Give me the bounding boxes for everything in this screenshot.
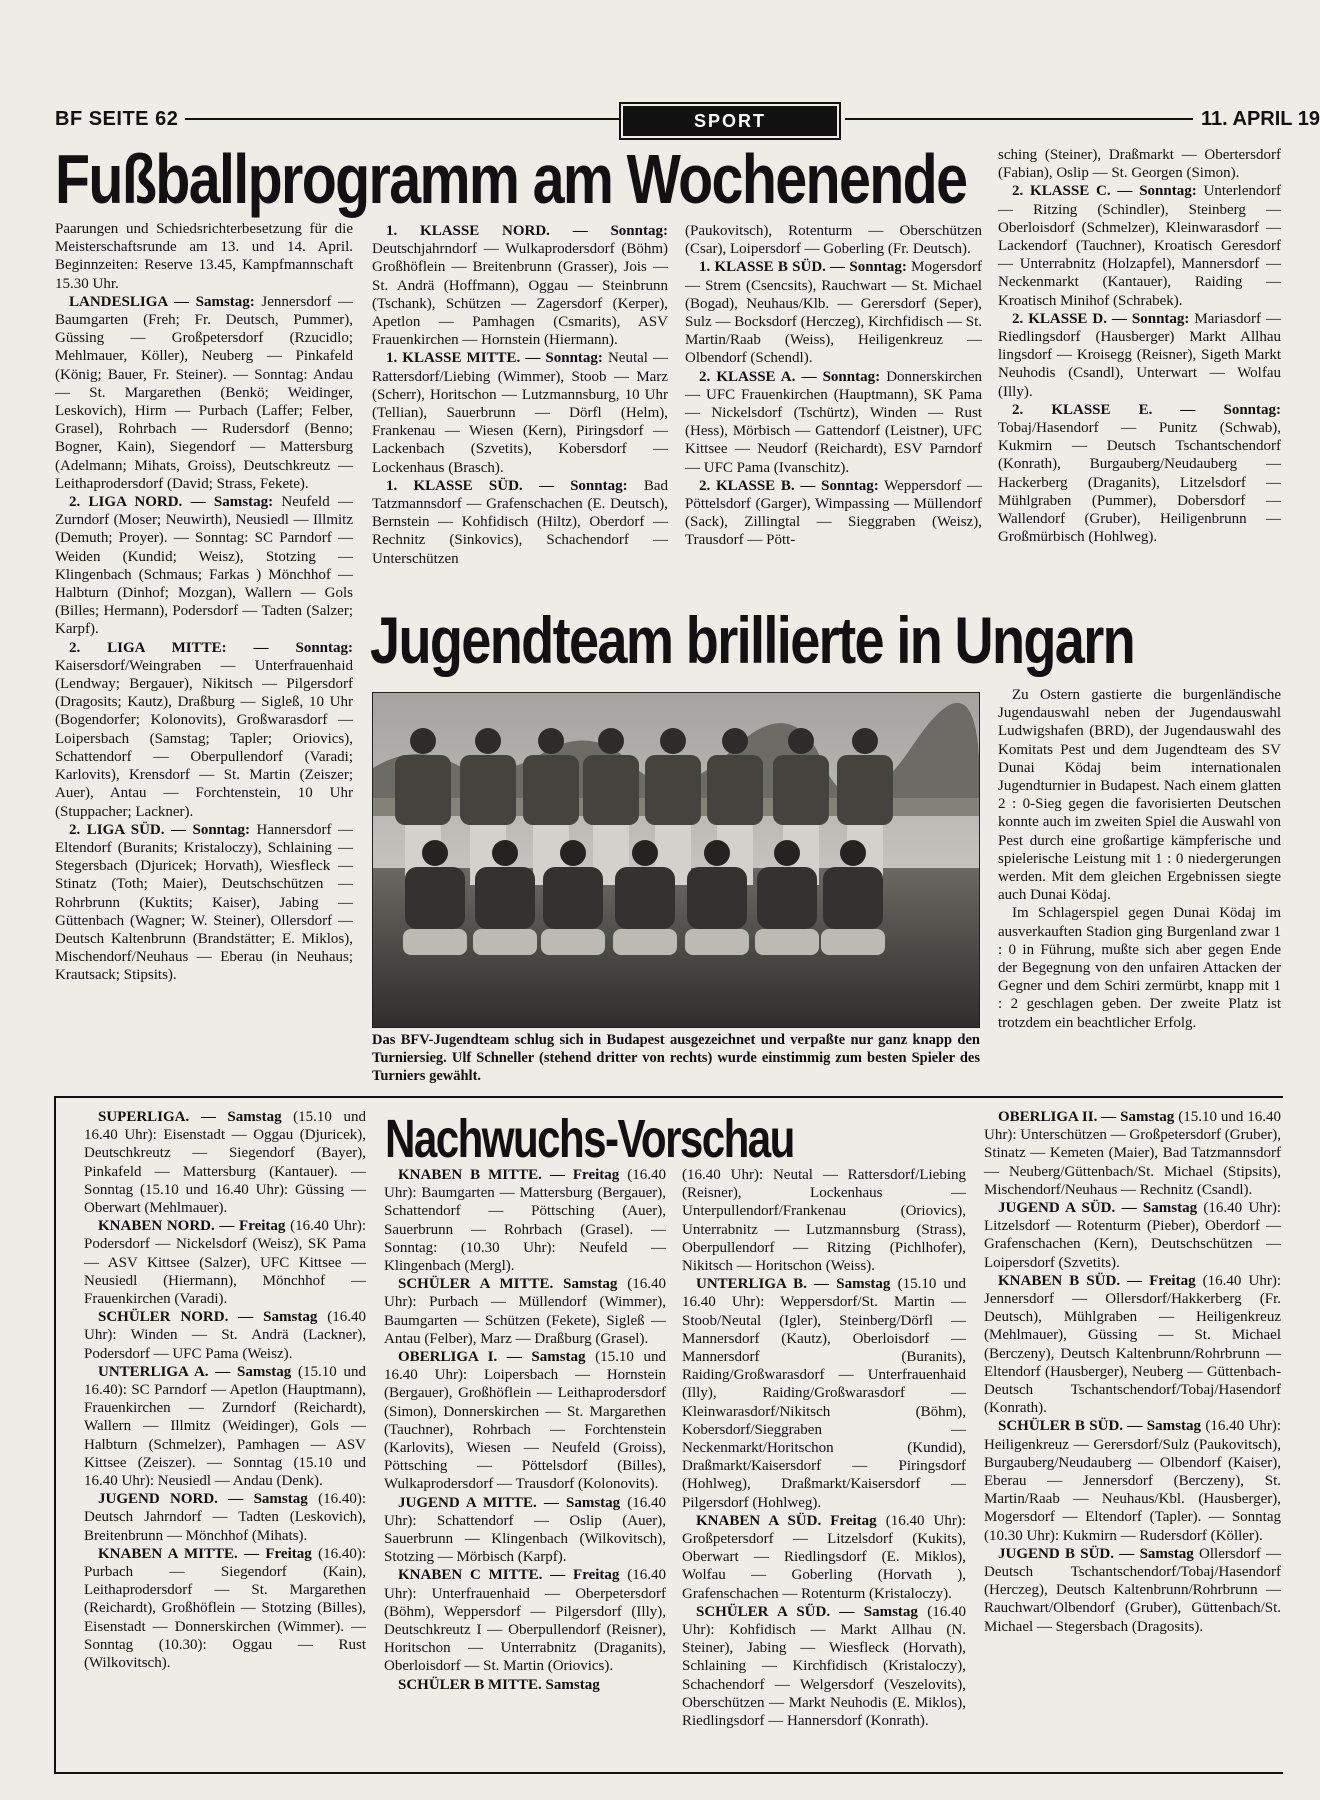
- player-silhouette: [704, 840, 730, 866]
- paragraph-text: (15.10 und 16.40 Uhr): Unterschützen — Großpetersdorf (Gruber), Stinatz — Kemeten (Maier), Bad Tatzmannsdorf — Neuberg/Güttenbach/St. Michael (Stipsits), Mischendorf/Neuhaus — Rechnitz (Csandl).: [984, 1109, 1281, 1198]
- paragraph: [685, 368, 982, 477]
- league-heading: JUGEND B SÜD. — Samstag: [998, 1545, 1194, 1562]
- paragraph: [984, 1199, 1281, 1272]
- paragraph: [682, 1166, 966, 1275]
- player-silhouette: [788, 728, 814, 754]
- player-silhouette: [757, 867, 817, 929]
- nachwuchs-column-1: [84, 1108, 366, 1764]
- player-silhouette: [613, 929, 677, 955]
- paragraph-text: Unterlendorf — Ritzing (Schindler), Steinberg — Oberloisdorf (Schmelzer), Kleinwarasdorf — Lackendorf (Tauchner), Kroatisch Geresdorf — Unterrabnitz (Holzapfel), Mannersdorf — Neckenmarkt (Kantauer), Raiding — Kroatisch Minihof (Schrabek).: [998, 183, 1281, 309]
- team-photo-graphic: [373, 693, 979, 1027]
- paragraph-text: (16.40): Deutsch Jahrndorf — Tadten (Leskovich), Breitenbrunn — Mönchhof (Mihats).: [84, 1491, 366, 1544]
- league-heading: 2. LIGA SÜD. — Sonntag:: [69, 821, 251, 838]
- player-silhouette: [837, 755, 893, 825]
- player-silhouette: [475, 728, 501, 754]
- fussball-column-1: [55, 220, 353, 1090]
- paragraph: [998, 146, 1281, 182]
- paragraph-text: (16.40 Uhr): Heiligenkreuz — Gerersdorf/Sulz (Paukovitsch), Burgauberg/Neudauberg — Olbendorf (Kaiser), Eberau — Jennersdorf (Berczeny), St. Martin/Raab — Neuhaus/Kbl. (Hausberger), Mogersdorf — Eltendorf (Tapler). — Sonntag (10.30 Uhr): Kukmirn — Rudersdorf (Köller).: [984, 1418, 1281, 1544]
- paragraph: [84, 1108, 366, 1217]
- league-heading: KNABEN NORD. — Freitag: [98, 1218, 286, 1235]
- paragraph: [384, 1494, 666, 1567]
- player-silhouette: [852, 728, 878, 754]
- player-silhouette: [707, 755, 763, 825]
- paragraph-text: (16.40 Uhr): Winden — St. Andrä (Lackner), Podersdorf — UFC Pama (Weisz).: [84, 1309, 366, 1362]
- player-silhouette: [821, 929, 885, 955]
- headline-fussballprogramm: Fußballprogramm am Wochenende: [55, 140, 967, 218]
- paragraph-text: Bad Tatzmannsdorf — Grafenschachen (E. Deutsch), Bernstein — Kohfidisch (Hiltz), Oberdorf — Rechnitz (Sinkovics), Schachendorf — Unterschützen: [372, 477, 668, 567]
- player-silhouette: [538, 728, 564, 754]
- league-heading: 1. KLASSE NORD. — Sonntag:: [386, 223, 668, 239]
- page-number: BF SEITE 62: [55, 108, 179, 130]
- paragraph: [984, 1417, 1281, 1544]
- header-rule-right: [845, 118, 1193, 120]
- paragraph: [984, 1545, 1281, 1636]
- section-label: SPORT: [623, 106, 837, 136]
- paragraph-text: (16.40 Uhr): Podersdorf — Nickelsdorf (Weisz), SK Pama — ASV Kittsee (Salzer), UFC Kittsee — Neusiedl (Hiermann), Mönchhof — Frauenkirchen (Varadi).: [84, 1218, 366, 1308]
- photo-caption: Das BFV-Jugendteam schlug sich in Budapest ausgezeichnet und verpaßte nur ganz knapp den Turniersieg. Ulf Schneller (stehend dritter von rechts) wurde einstimmig zum besten Spieler des Turniers gewählt.: [372, 1032, 980, 1084]
- paragraph: [984, 1108, 1281, 1199]
- player-silhouette: [685, 929, 749, 955]
- paragraph-text: Paarungen und Schiedsrichterbesetzung für die Meisterschaftsrunde am 13. und 14. April. Beginnzeiten: Reserve 13.45, Kampfmannschaft 15.30 Uhr.: [55, 221, 353, 292]
- paragraph: [372, 222, 668, 349]
- player-silhouette: [615, 867, 675, 929]
- league-heading: 1. KLASSE B SÜD. — Sonntag:: [699, 259, 907, 276]
- paragraph: [998, 401, 1281, 547]
- paragraph: [55, 821, 353, 985]
- paragraph-text: Weppersdorf — Pöttelsdorf (Garger), Wimpassing — Müllendorf (Sack), Zillingtal — Sieggraben (Weisz), Trausdorf — Pött-: [685, 477, 982, 549]
- paragraph: [682, 1275, 966, 1512]
- paragraph-text: (16.40): Purbach — Siegendorf (Kain), Leithaprodersdorf — St. Margarethen (Reichardt), Großhöflein — Stotzing (Billes), Eisenstadt — Donnerskirchen (Wimmer). — Sonntag (10.30): Oggau — Rust (Wilkovitsch).: [84, 1545, 366, 1672]
- paragraph: [84, 1545, 366, 1672]
- paragraph: [384, 1166, 666, 1275]
- paragraph-text: Deutschjahrndorf — Wulkaprodersdorf (Böhm) Großhöflein — Breitenbrunn (Grasser), Jois — St. Andrä (Hoffmann), Oggau — Steinbrunn (Tschank), Schützen — Zagersdorf (Kerper), Apetlon — Pamhagen (Csmarits), ASV Frauenkirchen — Hornstein (Hiermann).: [372, 241, 668, 349]
- paragraph-text: Neutal — Rattersdorf/Liebing (Wimmer), Stoob — Marz (Scherr), Horitschon — Lutzmannsburg, 10 Uhr (Tellian), Sauerbrunn — Dörfl (Helm), Frankenau — Wiesen (Kern), Piringsdorf — Lackenbach (Szvetits), Kobersdorf — Lockenhaus (Brasch).: [372, 350, 668, 476]
- league-heading: 2. KLASSE B. — Sonntag:: [699, 477, 879, 494]
- paragraph-text: (15.10 und 16.40 Uhr): Loipersbach — Hornstein (Bergauer), Großhöflein — Leithaprodersdorf (Simon), Donnerskirchen — St. Margarethen (Tauchner), Rohrbach — Forchtenstein (Karlovits), Wiesen — Neufeld (Groiss), Pöttsching — Pöttelsdorf (Billes), Wulkaprodersdorf — Trausdorf (Kolonovits).: [384, 1349, 666, 1493]
- league-heading: KNABEN A SÜD. Freitag: [696, 1512, 877, 1529]
- player-silhouette: [492, 840, 518, 866]
- nachwuchs-column-2: [384, 1166, 666, 1764]
- league-heading: 1. KLASSE SÜD. — Sonntag:: [386, 477, 628, 494]
- player-silhouette: [583, 755, 639, 825]
- paragraph-text: (16.40 Uhr): Jennersdorf — Ollersdorf/Hakkerberg (Fr. Deutsch), Mühlgraben — Heiligenkreuz (Mehlmauer), Güssing — St. Michael (Berczeny), Deutsch Kaltenbrunn/Rohrbrunn — Eltendorf (Hausberger), Neuberg — Güttenbach-Deutsch Tschantschendorf/Tobaj/Hasendorf (Konrath).: [984, 1272, 1281, 1417]
- league-heading: KNABEN C MITTE. — Freitag: [398, 1567, 620, 1584]
- league-heading: JUGEND A MITTE. — Samstag: [398, 1494, 621, 1511]
- league-heading: JUGEND NORD. — Samstag: [98, 1491, 308, 1508]
- jugendteam-article: [998, 686, 1281, 1090]
- paragraph-text: Tobaj/Hasendorf — Punitz (Schwab), Kukmirn — Deutsch Tschantschendorf (Konrath), Burgauberg/Neudauberg — Hackerberg (Draganits), Litzelsdorf — Mühlgraben (Pummer), Dobersdorf — Wallendorf (Gruber), Heiligenbrunn — Großmürbisch (Hohlweg).: [998, 420, 1281, 546]
- league-heading: 1. KLASSE MITTE. — Sonntag:: [386, 350, 603, 367]
- paragraph-text: (16.40 Uhr): Neutal — Rattersdorf/Liebing (Reisner), Lockenhaus — Unterpullendorf/Frankenau (Oriovics), Unterrabnitz — Lutzmannsburg (Strass), Oberpullendorf — Ritzing (Pichlhofer), Nikitsch — Horitschon (Weiss).: [682, 1167, 966, 1275]
- player-silhouette: [823, 867, 883, 929]
- player-silhouette: [403, 929, 467, 955]
- paragraph-text: Mariasdorf — Riedlingsdorf (Hausberger) Markt Allhau lingsdorf — Kroisegg (Reisner), Sigeth Markt Neuhodis (Csandl), Unterwart — Wolfau (Illy).: [998, 310, 1281, 400]
- league-heading: SUPERLIGA. — Samstag: [98, 1109, 282, 1125]
- league-heading: SCHÜLER A MITTE. Samstag: [398, 1276, 618, 1293]
- player-silhouette: [475, 867, 535, 929]
- player-silhouette: [541, 929, 605, 955]
- paragraph: [372, 477, 668, 568]
- paragraph: [55, 493, 353, 639]
- paragraph-text: (16.40 Uhr): Litzelsdorf — Rotenturm (Pieber), Oberdorf — Grafenschachen (Kern), Deutschschützen — Loipersdorf (Szvetits).: [984, 1200, 1281, 1271]
- league-heading: SCHÜLER B MITTE. Samstag: [398, 1676, 600, 1693]
- paragraph: Im Schlagerspiel gegen Dunai Ködaj im ausverkauften Stadion ging Burgenland zwar 1 : 0 in Führung, mußte sich aber gegen Ende der Begegnung von den unfairen Attacken der Gegner und dem Schiri zermürbt, knapp mit 1 : 2 geschlagen geben. Der zweite Platz ist trotzdem ein beachtlicher Erfolg.: [998, 905, 1281, 1031]
- paragraph: [685, 222, 982, 258]
- league-heading: OBERLIGA I. — Samstag: [398, 1349, 586, 1366]
- paragraph-text: (15.10 und 16.40 Uhr): Eisenstadt — Oggau (Djuricek), Deutschkreutz — Siegendorf (Bayer), Pinkafeld — Mattersburg (Kantauer). — Sonntag (15.10 und 16.40 Uhr): Güssing — Oberwart (Mehlmauer).: [84, 1109, 366, 1217]
- player-silhouette: [773, 755, 829, 825]
- league-heading: LANDESLIGA — Samstag:: [69, 293, 255, 310]
- league-heading: UNTERLIGA B. — Samstag: [696, 1276, 891, 1293]
- player-silhouette: [755, 929, 819, 955]
- headline-nachwuchs: Nachwuchs-Vorschau: [385, 1109, 794, 1169]
- paragraph: [384, 1348, 666, 1494]
- paragraph: [984, 1272, 1281, 1418]
- player-silhouette: [774, 840, 800, 866]
- paragraph: [998, 310, 1281, 401]
- league-heading: KNABEN B MITTE. — Freitag: [398, 1167, 620, 1183]
- paragraph: [84, 1490, 366, 1545]
- paragraph-text: Neufeld — Zurndorf (Moser; Neuwirth), Neusiedl — Illmitz (Demuth; Proyer). — Sonntag: SC Parndorf — Weiden (Kundid; Weisz), Stotzing — Klingenbach (Schmaus; Farkas ) Mönchhof — Halbturn (Dinhof; Mozgan), Wallern — Gols (Billes; Hermann), Podersdorf — Tadten (Salzer; Karpf).: [55, 494, 353, 638]
- paragraph-text: Donnerskirchen — UFC Frauenkirchen (Hauptmann), SK Pama — Nickelsdorf (Tschürtz), Winden — Rust (Hess), Mörbisch — Gattendorf (Leistner), UFC Kittsee — Neudorf (Reichardt), ESV Parndorf — UFC Pama (Ivanschitz).: [685, 368, 982, 476]
- player-silhouette: [410, 728, 436, 754]
- player-silhouette: [598, 728, 624, 754]
- league-heading: 2. KLASSE E. — Sonntag:: [1012, 401, 1281, 418]
- paragraph: [55, 220, 353, 293]
- paragraph-text: (16.40 Uhr): Schattendorf — Oslip (Auer), Sauerbrunn — Klingenbach (Wilkovitsch), Stotzing — Mörbisch (Karpf).: [384, 1494, 666, 1566]
- paragraph: [682, 1603, 966, 1730]
- paragraph: [84, 1308, 366, 1363]
- league-heading: 2. LIGA NORD. — Samstag:: [69, 494, 274, 511]
- paragraph: [84, 1217, 366, 1308]
- header-rule-left: [185, 118, 621, 120]
- league-heading: OBERLIGA II. — Samstag: [998, 1109, 1175, 1125]
- paragraph-text: sching (Steiner), Draßmarkt — Obertersdorf (Fabian), Oslip — St. Georgen (Simon).: [998, 147, 1281, 182]
- paragraph-text: Ollersdorf — Deutsch Tschantschendorf/Tobaj/Hasendorf (Herczeg), Deutsch Kaltenbrunn/Rohrbrunn — Rauchwart/Olbendorf (Gruber), Güttenbach/St. Michael — Stegersbach (Dragosits).: [984, 1545, 1281, 1635]
- league-heading: KNABEN A MITTE. — Freitag: [98, 1545, 312, 1562]
- fussball-column-4: [998, 146, 1281, 602]
- league-heading: KNABEN B SÜD. — Freitag: [998, 1272, 1196, 1289]
- player-silhouette: [645, 755, 701, 825]
- player-silhouette: [632, 840, 658, 866]
- league-heading: 2. KLASSE C. — Sonntag:: [1012, 183, 1197, 200]
- league-heading: 2. KLASSE D. — Sonntag:: [1012, 310, 1190, 327]
- paragraph-text: Hannersdorf — Eltendorf (Buranits; Kristaloczy), Schlaining — Stegersbach (Djuricek; Horvath), Wiesfleck — Stinatz (Toth; Maier), Deutschschützen — Rohrbrunn (Kuktits; Kaiser), Jabing — Güttenbach (Wagner; W. Steiner), Ollersdorf — Deutsch Kaltenbrunn (Brandstätter; E. Miklos), Mischendorf/Neuhaus — Eberau (in Neuhaus; Krautsack; Stipsits).: [55, 821, 353, 984]
- player-silhouette: [560, 840, 586, 866]
- league-heading: SCHÜLER B SÜD. — Samstag: [998, 1418, 1201, 1435]
- paragraph: [55, 639, 353, 821]
- player-silhouette: [687, 867, 747, 929]
- player-silhouette: [460, 755, 516, 825]
- fussball-column-2: [372, 222, 668, 602]
- paragraph-text: (16.40 Uhr): Purbach — Müllendorf (Wimmer), Baumgarten — Schützen (Fekete), Sigleß — Antau (Felber), Marz — Draßburg (Grasel).: [384, 1276, 666, 1347]
- paragraph: [384, 1566, 666, 1675]
- paragraph-text: Jennersdorf — Baumgarten (Freh; Fr. Deutsch, Pummer), Güssing — Großpetersdorf (Rzucidlo; Mehlmauer, Köller), Neuberg — Pinkafeld (König; Bauer, Fr. Steiner). — Sonntag: Andau — St. Margarethen (Benkö; Weidinger, Leskovich), Hirm — Purbach (Laffer; Felber, Grasel), Rohrbach — Rudersdorf (Benno; Bogner, Kain), Siegendorf — Mattersburg (Adelmann; Mihats, Groiss), Deutschkreutz — Leithaprodersdorf (David; Strass, Fekete).: [55, 293, 353, 492]
- player-silhouette: [405, 867, 465, 929]
- player-silhouette: [660, 728, 686, 754]
- headline-jugendteam: Jugendteam brillierte in Ungarn: [370, 603, 1135, 677]
- paragraph: [384, 1676, 666, 1694]
- paragraph-text: (16.40 Uhr): Kohfidisch — Markt Allhau (N. Steiner), Jabing — Wiesfleck (Horvath), Schlaining — Kirchfidisch (Kristaloczy), Schachendorf — Welgersdorf (Veszelovits), Oberschützen — Markt Neuhodis (E. Miklos), Riedlingsdorf — Hannersdorf (Konrath).: [682, 1603, 966, 1730]
- player-silhouette: [395, 755, 451, 825]
- league-heading: 2. KLASSE A. — Sonntag:: [699, 368, 881, 385]
- paragraph: [84, 1363, 366, 1490]
- league-heading: SCHÜLER NORD. — Samstag: [98, 1309, 318, 1326]
- player-silhouette: [422, 840, 448, 866]
- paragraph: Zu Ostern gastierte die burgenländische Jugendauswahl neben der Jugendauswahl Ludwigshafen (BRD), der Jugendauswahl des Komitats Pest und dem Jugendteam des SV Dunai Ködaj beim internationalen Jugendturnier in Budapest. Nach einem glatten 2 : 0-Sieg gegen die favorisierten Deutschen konnte auch im zweiten Spiel die Auswahl von Pest durch eine großartige kämpferische und spielerische Leistung mit 1 : 0 niedergerungen werden. Mit dem gleichen Ergebnissen siegte auch Dunai Ködaj.: [998, 687, 1281, 904]
- paragraph-text: (16.40 Uhr): Großpetersdorf — Litzelsdorf (Kukits), Oberwart — Riedlingsdorf (E. Miklos), Wolfau — Goberling (Horvath ), Grafenschachen — Rotenturm (Kristaloczy).: [682, 1512, 966, 1602]
- issue-date: 11. APRIL 19: [1201, 108, 1320, 130]
- team-photo: [372, 692, 980, 1028]
- league-heading: SCHÜLER A SÜD. — Samstag: [696, 1603, 918, 1620]
- paragraph-text: (16.40 Uhr): Unterfrauenhaid — Oberpetersdorf (Böhm), Weppersdorf — Pilgersdorf (Illy), Deutschkreutz I — Oberpullendorf (Reisner), Horitschon — Unterrabnitz (Draganits), Oberloisdorf — St. Martin (Oriovics).: [384, 1567, 667, 1675]
- player-silhouette: [722, 728, 748, 754]
- nachwuchs-column-4: [984, 1108, 1281, 1764]
- paragraph: [384, 1275, 666, 1348]
- paragraph-text: (15.10 und 16.40): SC Parndorf — Apetlon (Hauptmann), Frauenkirchen — Zurndorf (Reichardt), Wallern — Illmitz (Weidinger), Gols — Halbturn (Schmelzer), Pamhagen — ASV Kittsee (Zeiszer). — Sonntag (15.10 und 16.40 Uhr): Neusiedl — Andau (Denk).: [84, 1363, 366, 1490]
- paragraph-text: (Paukovitsch), Rotenturm — Oberschützen (Csar), Loipersdorf — Goberling (Fr. Deutsch).: [685, 223, 982, 258]
- paragraph: [685, 258, 982, 367]
- paragraph: [998, 182, 1281, 309]
- paragraph-text: Kaisersdorf/Weingraben — Unterfrauenhaid (Lendway; Bergauer), Nikitsch — Pilgersdorf (Dragosits; Kautz), Draßburg — Sigleß, 10 Uhr (Bogendorfer; Kolonovits), Großwarasdorf — Loipersbach (Samstag; Tapler; Oriovics), Schattendorf — Oberpullendorf (Varadi; Karlovits), Krensdorf — St. Martin (Zeiszer; Auer), Antau — Forchtenstein, 10 Uhr (Stuppacher; Lackner).: [55, 657, 353, 820]
- page-header: [55, 106, 1320, 132]
- player-silhouette: [473, 929, 537, 955]
- paragraph: [682, 1512, 966, 1603]
- league-heading: 2. LIGA MITTE: — Sonntag:: [69, 639, 353, 656]
- league-heading: UNTERLIGA A. — Samstag: [98, 1363, 292, 1380]
- player-silhouette: [543, 867, 603, 929]
- paragraph: [55, 293, 353, 493]
- player-silhouette: [523, 755, 579, 825]
- paragraph: [372, 349, 668, 476]
- paragraph-text: (16.40 Uhr): Baumgarten — Mattersburg (Bergauer), Schattendorf — Pöttsching (Auer), Sauerbrunn — Rohrbach (Grasel). — Sonntag: (10.30 Uhr): Neufeld — Klingenbach (Mergl).: [384, 1167, 666, 1275]
- paragraph-text: Mogersdorf — Strem (Csencsits), Rauchwart — St. Michael (Bogad), Neuhaus/Klb. — Gerersdorf (Seper), Sulz — Bocksdorf (Herczeg), Kirchfidisch — St. Martin/Raab (Weiss), Heiligenkreuz — Olbendorf (Schendl).: [685, 259, 982, 367]
- league-heading: JUGEND A SÜD. — Samstag: [998, 1200, 1198, 1217]
- fussball-column-3: [685, 222, 982, 602]
- nachwuchs-column-3: [682, 1166, 966, 1764]
- player-silhouette: [840, 840, 866, 866]
- paragraph-text: (15.10 und 16.40 Uhr): Weppersdorf/St. Martin — Stoob/Neutal (Igler), Steinberg/Dörfl — Mannersdorf (Kautz), Oberloisdorf — Mannersdorf (Buranits), Raiding/Großwarasdorf — Unterfrauenhaid (Illy), Raiding/Großwarasdorf — Kleinwarasdorf/Nikitsch (Böhm), Kobersdorf/Sieggraben — Neckenmarkt/Horitschon (Kundid), Draßmarkt/Kaisersdorf — Piringsdorf (Hohlweg), Draßmarkt/Kaisersdorf — Pilgersdorf (Hohlweg).: [682, 1276, 967, 1511]
- paragraph: [685, 477, 982, 550]
